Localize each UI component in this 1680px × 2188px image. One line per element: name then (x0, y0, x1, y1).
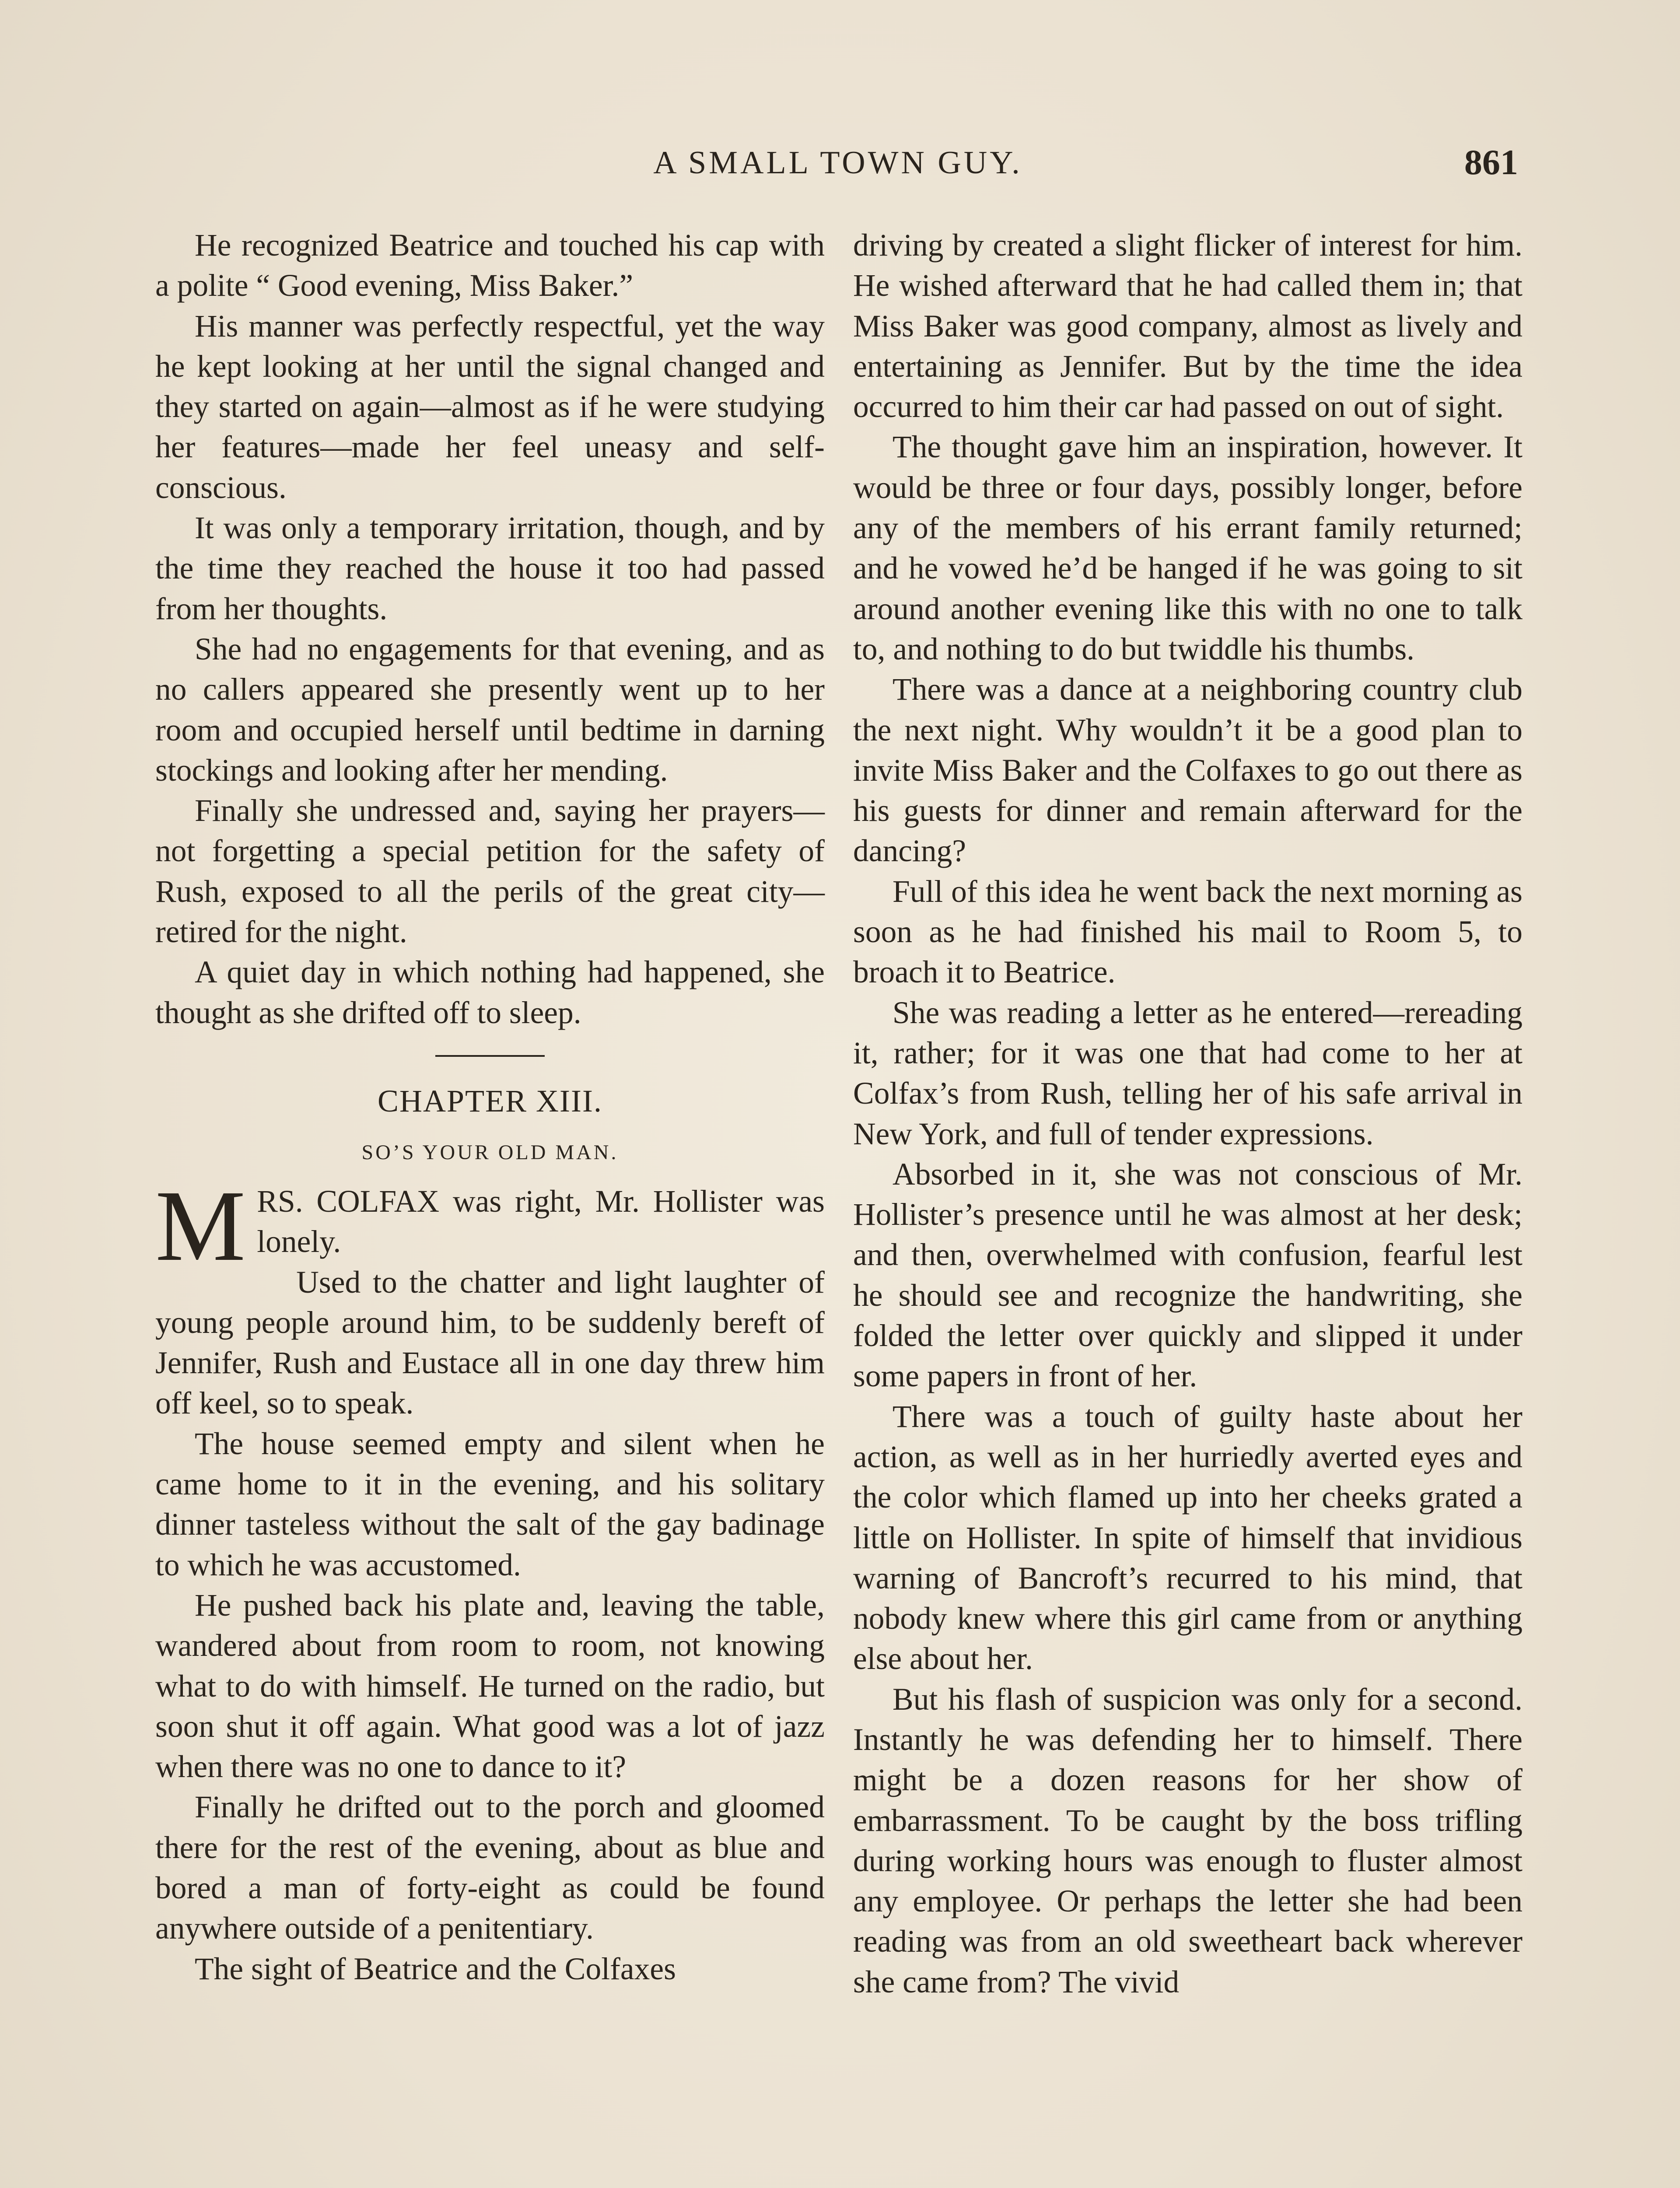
paragraph: She was reading a letter as he entered—rereading it, rather; for it was one that had come to her at Colfax’s from Rush, telling her of his safe arrival in New York, and full of tender expressions. (853, 995, 1522, 1151)
opening-text: RS. COLFAX was right, Mr. Hollister was lonely. (257, 1184, 825, 1259)
paragraph: Finally he drifted out to the porch and gloomed there for the rest of the evening, about as blue and bored a man of forty-eight as could be found anywhere outside of a penitentiary. (155, 1790, 825, 1946)
right-column (853, 225, 1522, 2002)
chapter-opening-paragraph (155, 1169, 825, 1282)
page-number: 861 (1464, 142, 1518, 182)
chapter-title: CHAPTER XIII. (378, 1083, 602, 1119)
paragraph: He recognized Beatrice and touched his cap with a polite “ Good evening, Miss Baker.” (155, 228, 825, 303)
paragraph: It was only a temporary irritation, though, and by the time they reached the house it too had passed from her thoughts. (155, 511, 825, 626)
running-title: A SMALL TOWN GUY. (653, 145, 1022, 181)
paragraph: Finally she undressed and, saying her prayers—not forgetting a special petition for the safety of Rush, exposed to all the perils of the great city—retired for the night. (155, 793, 825, 950)
paragraph: The house seemed empty and silent when he came home to it in the evening, and his solitary dinner tasteless without the salt of the gay badinage to which he was accustomed. (155, 1426, 825, 1582)
paragraph: The thought gave him an inspiration, however. It would be three or four days, possibly longer, before any of the members of his errant family returned; and he vowed he’d be hanged if he was going to sit around another evening like this with no one to talk to, and nothing to do but twiddle his thumbs. (853, 430, 1522, 666)
paragraph: Absorbed in it, she was not conscious of Mr. Hollister’s presence until he was almost at her desk; and then, overwhelmed with confusion, fearful lest he should see and recognize the handwriting, she folded the letter over quickly and slipped it under some papers in front of her. (853, 1157, 1522, 1394)
section-divider (435, 1055, 545, 1057)
paragraph: But his flash of suspicion was only for a second. Instantly he was defending her to himself. There might be a dozen reasons for her show of embarrassment. To be caught by the boss trifling during working hours was enough to fluster almost any employee. Or perhaps the letter she had been reading was from an old sweetheart back wherever she came from? The vivid (853, 1682, 1522, 1999)
continued-paragraph: driving by created a slight flicker of interest for him. He wished afterward that he had called them in; that Miss Baker was good company, almost as lively and entertaining as Jennifer. But by the time the idea occurred to him their car had passed on out of sight. (853, 228, 1522, 424)
paragraph: Used to the chatter and light laughter of young people around him, to be suddenly bereft of Jennifer, Rush and Eustace all in one day threw him off keel, so to speak. (155, 1265, 825, 1421)
paragraph: A quiet day in which nothing had happened, she thought as she drifted off to sleep. (155, 955, 825, 1030)
paragraph: There was a touch of guilty haste about her action, as well as in her hurriedly averted eyes and the color which flamed up into her cheeks grated a little on Hollister. In spite of himself that invidious warning of Bancroft’s recurred to his mind, that nobody knew where this girl came from or anything else about her. (853, 1399, 1522, 1676)
paragraph: She had no engagements for that evening, and as no callers appeared she presently went up to her room and occupied herself until bedtime in darning stockings and looking after her mending. (155, 631, 825, 788)
chapter-subtitle: SO’S YOUR OLD MAN. (361, 1140, 619, 1164)
page-header (158, 144, 1518, 197)
paragraph: The sight of Beatrice and the Colfaxes (195, 1951, 676, 1986)
paragraph: His manner was perfectly respectful, yet the way he kept looking at her until the signal changed and they started on again—almost as if he were studying her features—made her feel uneasy and self-conscious. (155, 309, 825, 505)
left-column (155, 225, 825, 1989)
drop-cap: M (155, 1169, 246, 1282)
paragraph: He pushed back his plate and, leaving the table, wandered about from room to room, not knowing what to do with himself. He turned on the radio, but soon shut it off again. What good was a lot of jazz when there was no one to dance to it? (155, 1588, 825, 1785)
paragraph: Full of this idea he went back the next morning as soon as he had finished his mail to Room 5, to broach it to Beatrice. (853, 874, 1522, 990)
paragraph: There was a dance at a neighboring country club the next night. Why wouldn’t it be a good plan to invite Miss Baker and the Colfaxes to go out there as his guests for dinner and remain afterward for the dancing? (853, 672, 1522, 869)
